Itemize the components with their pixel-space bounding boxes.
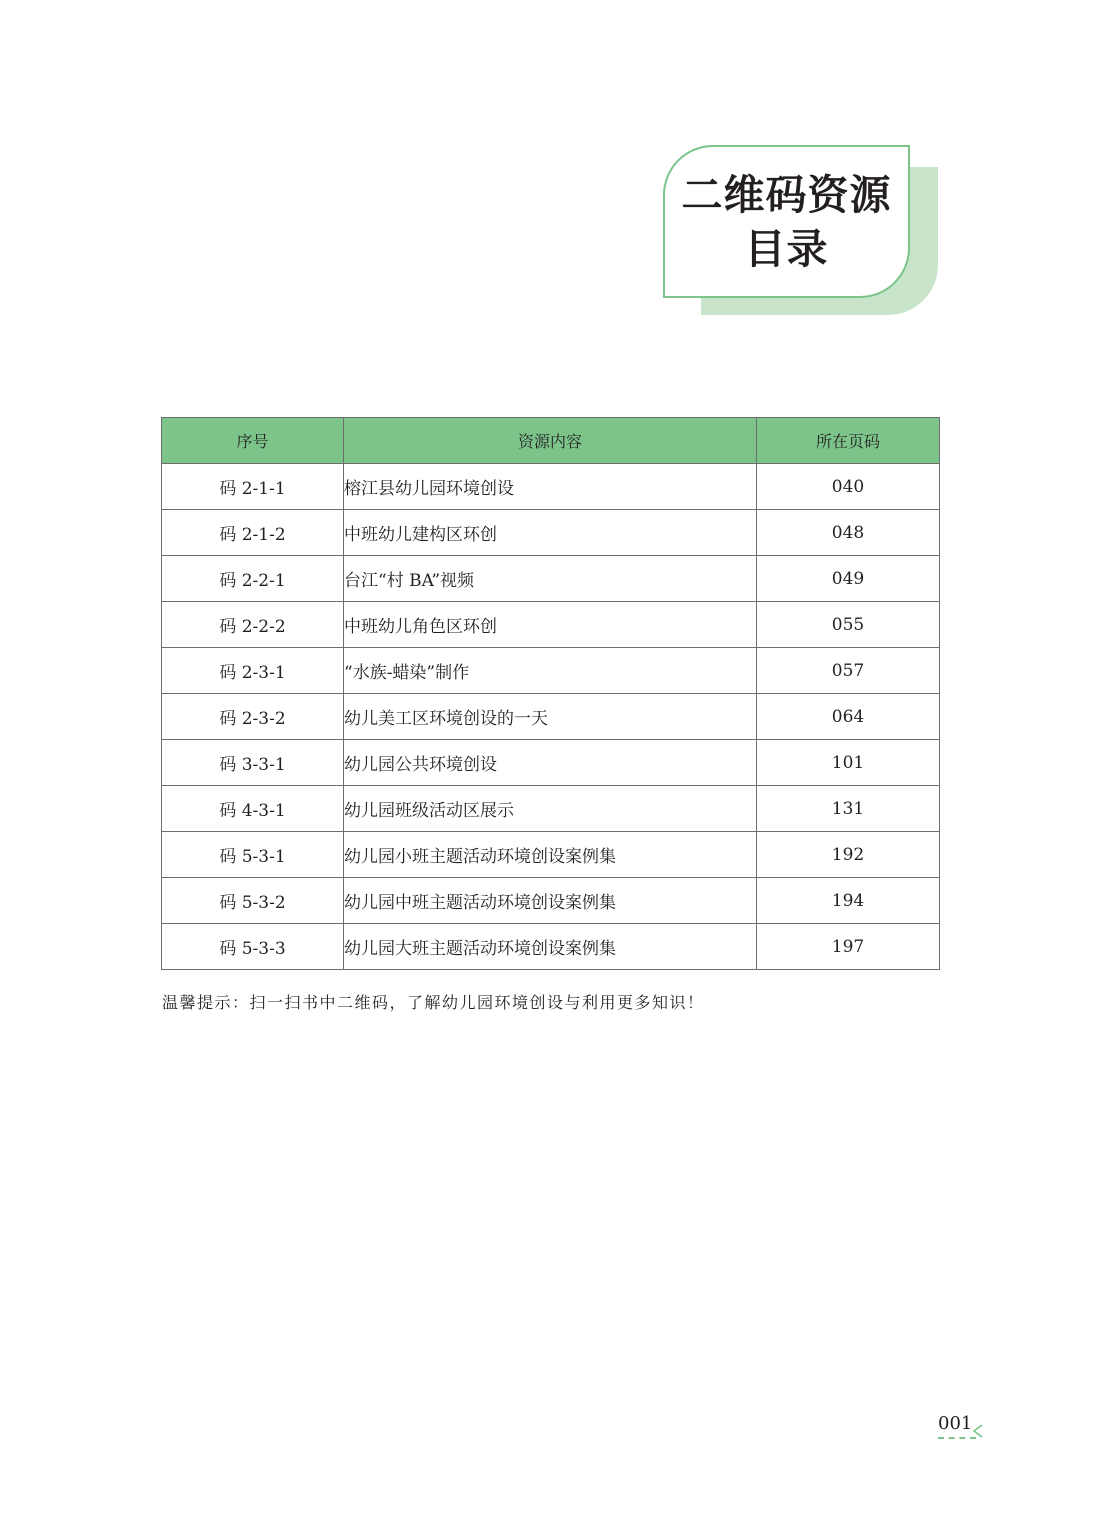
page-title-line-1: 二维码资源 xyxy=(681,170,892,219)
cell-content: 幼儿美工区环境创设的一天 xyxy=(344,694,757,740)
cell-content: 幼儿园小班主题活动环境创设案例集 xyxy=(344,832,757,878)
table-row xyxy=(162,832,940,878)
cell-seq: 码 2-1-2 xyxy=(162,510,344,556)
cell-content: 幼儿园公共环境创设 xyxy=(344,740,757,786)
page-number-underline xyxy=(938,1437,976,1441)
tip-note: 温馨提示：扫一扫书中二维码，了解幼儿园环境创设与利用更多知识！ xyxy=(162,993,705,1012)
cell-content: 榕江县幼儿园环境创设 xyxy=(344,464,757,510)
cell-page: 192 xyxy=(757,832,940,878)
table-row xyxy=(162,648,940,694)
table-row xyxy=(162,694,940,740)
cell-page: 057 xyxy=(757,648,940,694)
cell-content: 中班幼儿建构区环创 xyxy=(344,510,757,556)
cell-page: 197 xyxy=(757,924,940,970)
cell-content: 台江“村 BA”视频 xyxy=(344,556,757,602)
cell-page: 040 xyxy=(757,464,940,510)
cell-page: 131 xyxy=(757,786,940,832)
header-page: 所在页码 xyxy=(757,418,940,464)
cell-page: 049 xyxy=(757,556,940,602)
chevron-left-icon xyxy=(972,1424,984,1438)
table-row xyxy=(162,464,940,510)
cell-seq: 码 2-1-1 xyxy=(162,464,344,510)
cell-seq: 码 2-3-2 xyxy=(162,694,344,740)
header-content: 资源内容 xyxy=(344,418,757,464)
cell-content: 幼儿园中班主题活动环境创设案例集 xyxy=(344,878,757,924)
cell-content: 幼儿园大班主题活动环境创设案例集 xyxy=(344,924,757,970)
table-header-row xyxy=(162,418,940,464)
cell-page: 048 xyxy=(757,510,940,556)
cell-content: 幼儿园班级活动区展示 xyxy=(344,786,757,832)
cell-seq: 码 5-3-3 xyxy=(162,924,344,970)
table-row xyxy=(162,740,940,786)
table-row xyxy=(162,924,940,970)
table-row xyxy=(162,786,940,832)
qr-resource-table xyxy=(161,417,940,970)
cell-seq: 码 5-3-1 xyxy=(162,832,344,878)
cell-content: “水族-蜡染”制作 xyxy=(344,648,757,694)
table-row xyxy=(162,556,940,602)
cell-content: 中班幼儿角色区环创 xyxy=(344,602,757,648)
page-title-line-2: 目录 xyxy=(744,224,829,273)
cell-seq: 码 2-2-1 xyxy=(162,556,344,602)
cell-page: 055 xyxy=(757,602,940,648)
cell-page: 064 xyxy=(757,694,940,740)
header-seq: 序号 xyxy=(162,418,344,464)
cell-seq: 码 4-3-1 xyxy=(162,786,344,832)
cell-page: 101 xyxy=(757,740,940,786)
cell-page: 194 xyxy=(757,878,940,924)
table-row xyxy=(162,510,940,556)
cell-seq: 码 2-3-1 xyxy=(162,648,344,694)
cell-seq: 码 5-3-2 xyxy=(162,878,344,924)
page-number: 001 xyxy=(938,1413,973,1434)
title-badge xyxy=(663,145,910,298)
table-row xyxy=(162,602,940,648)
cell-seq: 码 3-3-1 xyxy=(162,740,344,786)
cell-seq: 码 2-2-2 xyxy=(162,602,344,648)
table-row xyxy=(162,878,940,924)
